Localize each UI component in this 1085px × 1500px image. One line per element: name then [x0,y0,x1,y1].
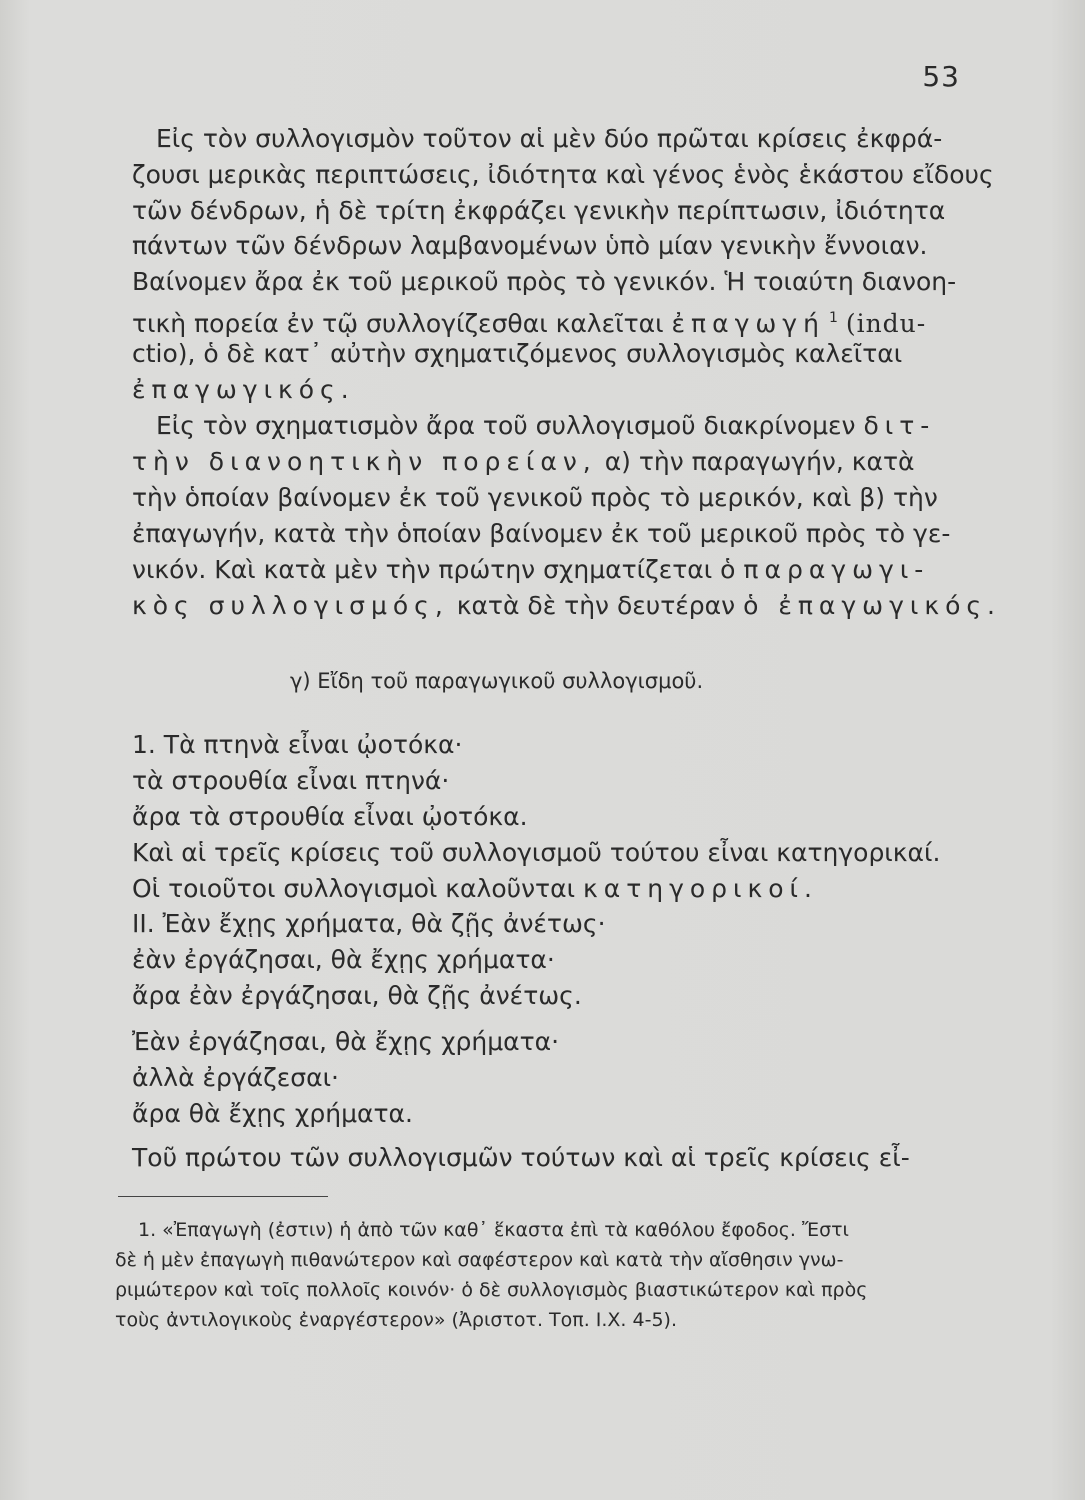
text-line: ἄρα τὰ στρουθία εἶναι ᾠοτόκα. [132,802,528,831]
text-segment: τικὴ πορεία ἐν τῷ συλλογίζεσθαι καλεῖται [132,309,664,338]
closing-line: Τοῦ πρώτου τῶν συλλογισμῶν τούτων καὶ αἱ τρεῖς κρίσεις εἶ- [132,1143,910,1172]
text-segment: Οἱ τοιοῦτοι συλλογισμοὶ καλοῦνται [132,874,576,903]
text-line: Βαίνομεν ἄρα ἐκ τοῦ μερικοῦ πρὸς τὸ γενικόν. Ἡ τοιαύτη διανοη- [132,267,957,296]
text-line: 1. Τὰ πτηνὰ εἶναι ᾠοτόκα· [132,730,463,759]
emphasized-term: διτ- [863,411,936,440]
text-segment: α) τὴν παραγωγήν, κατὰ [604,447,915,476]
text-segment: νικόν. Καὶ κατὰ μὲν τὴν πρώτην σχηματίζεται ὁ [132,555,736,584]
footnote-marker[interactable]: 1 [828,310,838,326]
emphasized-term: ἐπαγωγικός. [132,375,355,404]
text-line: Καὶ αἱ τρεῖς κρίσεις τοῦ συλλογισμοῦ τούτου εἶναι κατηγορικαί. [132,838,941,867]
text-line: ἄρα θὰ ἔχῃς χρήματα. [132,1099,413,1128]
text-line [132,303,926,339]
footnote-line: δὲ ἡ μὲν ἐπαγωγὴ πιθανώτερον καὶ σαφέστερον καὶ κατὰ τὴν αἴσθησιν γνω- [115,1249,844,1271]
text-line [132,874,818,904]
text-line: τὴν ὁποίαν βαίνομεν ἐκ τοῦ γενικοῦ πρὸς τὸ μερικόν, καὶ β) τὴν [132,483,938,512]
text-line: Εἰς τὸν συλλογισμὸν τοῦτον αἱ μὲν δύο πρῶται κρίσεις ἐκφρά- [156,124,943,153]
text-line [132,555,929,585]
text-line: ctio), ὁ δὲ κατ᾽ αὐτὴν σχηματιζόμενος συλλογισμὸς καλεῖται [132,339,903,368]
text-line: Ἐὰν ἐργάζησαι, θὰ ἔχῃς χρήματα· [132,1027,560,1056]
text-line: τὰ στρουθία εἶναι πτηνά· [132,766,450,795]
footnote-divider [118,1196,328,1197]
text-line: ζουσι μερικὰς περιπτώσεις, ἰδιότητα καὶ γένος ἑνὸς ἑκάστου εἴδους [132,160,994,189]
footnote-line: τοὺς ἀντιλογικοὺς ἐναργέστερον» (Ἀριστοτ. Τοπ. Ι.Χ. 4-5). [115,1309,677,1331]
emphasized-term: κὸς συλλογισμός, [132,591,449,620]
footnote-line: 1. «Ἐπαγωγὴ (ἐστιν) ἡ ἀπὸ τῶν καθ᾽ ἕκαστα ἐπὶ τὰ καθόλου ἔφοδος. Ἔστι [138,1219,849,1241]
emphasized-term: τὴν διανοητικὴν πορείαν, [132,447,597,476]
footnote-line: ριμώτερον καὶ τοῖς πολλοῖς κοινόν· ὁ δὲ συλλογισμὸς βιαστικώτερον καὶ πρὸς [115,1279,868,1301]
text-line: ἀλλὰ ἐργάζεσαι· [132,1063,339,1092]
emphasized-term: κατηγορικοί. [582,874,818,903]
text-line: ἐὰν ἐργάζησαι, θὰ ἔχῃς χρήματα· [132,945,555,974]
text-line: ΙΙ. Ἐὰν ἔχῃς χρήματα, θὰ ζῇς ἀνέτως· [132,909,606,938]
latin-term: (indu- [845,309,927,338]
text-line: ἄρα ἐὰν ἐργάζησαι, θὰ ζῇς ἀνέτως. [132,981,582,1010]
text-line: τῶν δένδρων, ἡ δὲ τρίτη ἐκφράζει γενικὴν περίπτωσιν, ἰδιότητα [132,196,946,225]
text-line [132,591,1001,621]
text-line [132,447,915,477]
text-segment: κατὰ δὲ τὴν δευτέραν [456,591,736,620]
emphasized-term: ὁ ἐπαγωγικός. [743,591,1001,620]
section-heading: γ) Εἴδη τοῦ παραγωγικοῦ συλλογισμοῦ. [290,669,704,693]
page-number: 53 [922,60,960,93]
text-line: ἐπαγωγήν, κατὰ τὴν ὁποίαν βαίνομεν ἐκ τοῦ μερικοῦ πρὸς τὸ γε- [132,519,951,548]
text-line: πάντων τῶν δένδρων λαμβανομένων ὑπὸ μίαν γενικὴν ἔννοιαν. [132,231,928,260]
text-segment: Εἰς τὸν σχηματισμὸν ἄρα τοῦ συλλογισμοῦ διακρίνομεν [156,411,856,440]
text-line [156,411,935,441]
emphasized-term: ἐπαγωγή [671,309,825,338]
emphasized-term: παραγωγι- [743,555,930,584]
